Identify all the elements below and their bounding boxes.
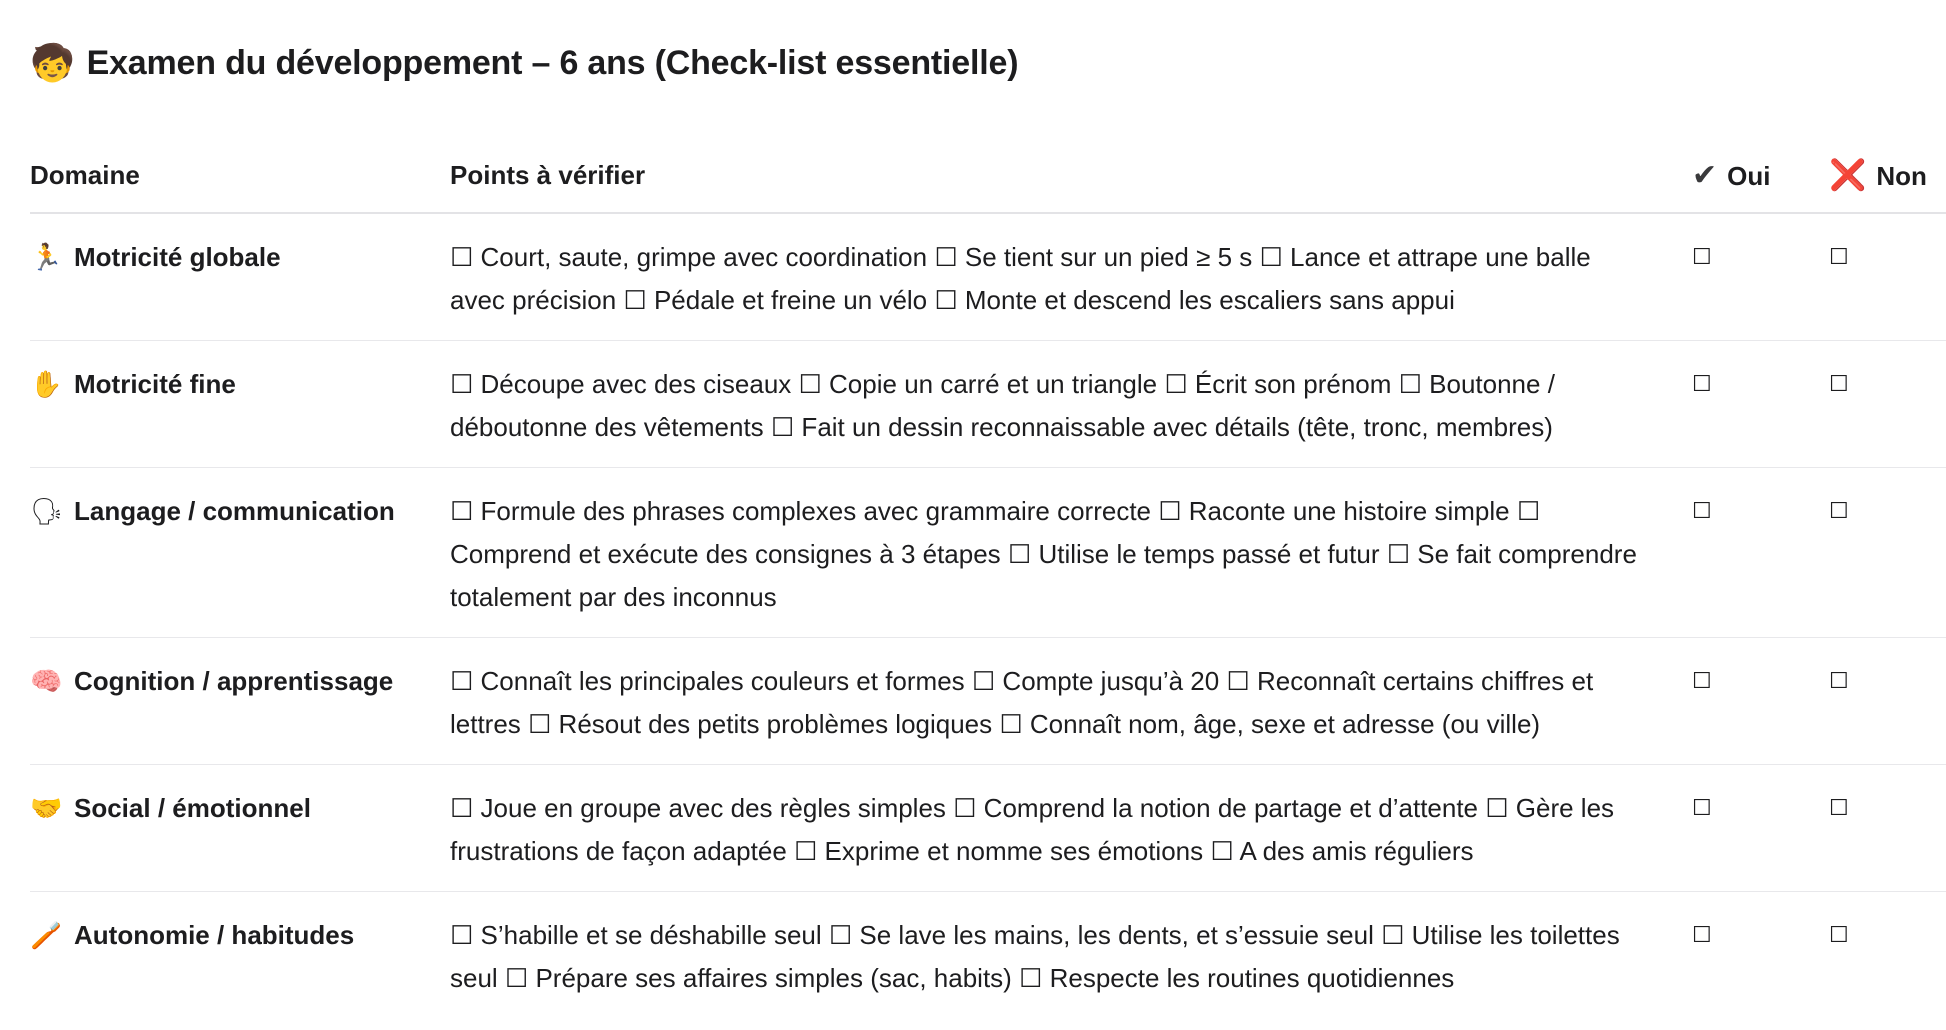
table-row — [30, 638, 1946, 765]
non-checkbox[interactable]: ☐ — [1829, 213, 1946, 341]
header-non-label: Non — [1876, 160, 1927, 191]
table-row — [30, 468, 1946, 638]
table-row — [30, 213, 1946, 341]
oui-checkbox[interactable]: ☐ — [1692, 923, 1712, 948]
non-checkbox[interactable]: ☐ — [1829, 923, 1849, 948]
domain-cell — [30, 638, 450, 765]
header-oui-label: Oui — [1727, 160, 1771, 191]
raised-hand-icon: ✋ — [30, 370, 63, 400]
points-cell: ☐ Joue en groupe avec des règles simples ☐ Comprend la notion de partage et d’attente ☐ Gère les frustrations de façon adaptée ☐ Exprime et nomme ses émotions ☐ A des amis réguliers — [450, 765, 1692, 892]
domain-label: Autonomie / habitudes — [74, 920, 355, 950]
table-row — [30, 341, 1946, 468]
header-oui — [1692, 138, 1829, 213]
domain-cell — [30, 341, 450, 468]
domain-label: Motricité fine — [74, 369, 236, 399]
header-non — [1829, 138, 1946, 213]
points-cell: ☐ Connaît les principales couleurs et formes ☐ Compte jusqu’à 20 ☐ Reconnaît certains chiffres et lettres ☐ Résout des petits problèmes logiques ☐ Connaît nom, âge, sexe et adresse (ou ville) — [450, 638, 1692, 765]
non-checkbox[interactable]: ☐ — [1829, 638, 1946, 765]
oui-checkbox[interactable]: ☐ — [1692, 341, 1829, 468]
table-row — [30, 892, 1946, 1019]
points-cell: ☐ S’habille et se déshabille seul ☐ Se lave les mains, les dents, et s’essuie seul ☐ Utilise les toilettes seul ☐ Prépare ses affaires simples (sac, habits) ☐ Respecte les routines quotidiennes — [450, 920, 1620, 993]
domain-label: Langage / communication — [74, 496, 395, 526]
points-cell: ☐ Court, saute, grimpe avec coordination ☐ Se tient sur un pied ≥ 5 s ☐ Lance et attrape une balle avec précision ☐ Pédale et freine un vélo ☐ Monte et descend les escaliers sans appui — [450, 213, 1692, 341]
page-title — [30, 38, 1916, 88]
oui-checkbox[interactable]: ☐ — [1692, 765, 1829, 892]
header-points: Points à vérifier — [450, 138, 1692, 213]
domain-label: Motricité globale — [74, 242, 281, 272]
oui-checkbox[interactable]: ☐ — [1692, 468, 1829, 638]
handshake-icon: 🤝 — [30, 794, 63, 824]
domain-label: Cognition / apprentissage — [74, 666, 394, 696]
domain-cell — [30, 765, 450, 892]
non-checkbox[interactable]: ☐ — [1829, 765, 1946, 892]
header-domaine: Domaine — [30, 138, 450, 213]
domain-cell — [30, 213, 450, 341]
domain-label: Social / émotionnel — [74, 793, 311, 823]
table-header-row — [30, 138, 1946, 213]
non-checkbox[interactable]: ☐ — [1829, 468, 1946, 638]
checklist-table — [30, 138, 1946, 1018]
speaking-head-icon: 🗣 — [30, 497, 64, 527]
points-cell: ☐ Formule des phrases complexes avec grammaire correcte ☐ Raconte une histoire simple ☐ Comprend et exécute des consignes à 3 étapes ☐ Utilise le temps passé et futur ☐ Se fait comprendre totalement par des inconnus — [450, 468, 1692, 638]
cross-mark-icon: ❌ — [1829, 157, 1867, 193]
domain-cell — [30, 468, 450, 638]
non-checkbox[interactable]: ☐ — [1829, 341, 1946, 468]
runner-icon: 🏃 — [30, 243, 63, 273]
table-row — [30, 765, 1946, 892]
oui-checkbox[interactable]: ☐ — [1692, 213, 1829, 341]
toothbrush-icon: 🪥 — [30, 921, 63, 951]
oui-checkbox[interactable]: ☐ — [1692, 638, 1829, 765]
page-title-text: Examen du développement – 6 ans (Check-list essentielle) — [86, 43, 1019, 82]
brain-icon: 🧠 — [30, 667, 63, 697]
child-icon: 🧒 — [30, 43, 75, 84]
points-cell: ☐ Découpe avec des ciseaux ☐ Copie un carré et un triangle ☐ Écrit son prénom ☐ Boutonne / déboutonne des vêtements ☐ Fait un dessin reconnaissable avec détails (tête, tronc, membres) — [450, 341, 1692, 468]
checkmark-icon: ✔ — [1692, 157, 1718, 193]
domain-cell — [30, 892, 450, 1019]
